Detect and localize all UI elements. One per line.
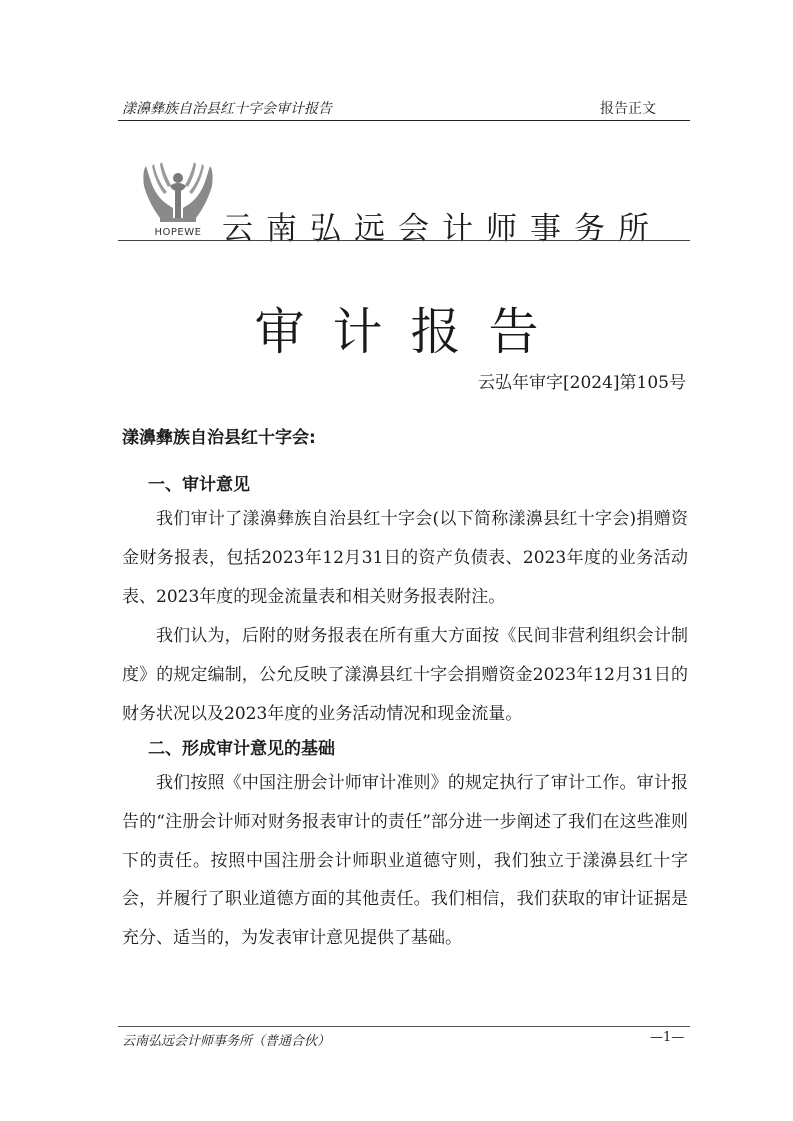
paragraph-basis-1: 我们按照《中国注册会计师审计准则》的规定执行了审计工作。审计报告的“注册会计师对财务报表审计的责任”部分进一步阐述了我们在这些准则下的责任。按照中国注册会计师职业道德守则，我们独立于漾濞县红十字会，并履行了职业道德方面的其他责任。我们相信，我们获取的审计证据是充分、适当的，为发表审计意见提供了基础。 (122, 773, 688, 949)
footer-divider (118, 1026, 690, 1027)
firm-name: 云南弘远会计师事务所 (222, 211, 662, 247)
firm-divider (118, 240, 690, 241)
paragraph-opinion-2: 我们认为，后附的财务报表在所有重大方面按《民间非营利组织会计制度》的规定编制，公允反映了漾濞县红十字会捐赠资金2023年12月31日的财务状况以及2023年度的业务活动情况和现金流量。 (122, 626, 688, 724)
section-heading-basis: 二、形成审计意见的基础 (148, 739, 335, 759)
footer-firm-name: 云南弘远会计师事务所（普通合伙） (122, 1034, 331, 1049)
addressee: 漾濞彝族自治县红十字会: (122, 428, 316, 448)
hands-logo-icon (140, 160, 216, 224)
page-number: —1— (650, 1030, 685, 1045)
document-number: 云弘年审字[2024]第105号 (478, 373, 686, 393)
section-heading-opinion: 一、审计意见 (148, 475, 250, 495)
logo-wordmark: HOPEWE (154, 227, 202, 238)
header-divider (118, 120, 690, 121)
firm-logo (140, 160, 216, 238)
header-document-title: 漾濞彝族自治县红十字会审计报告 (122, 101, 332, 117)
report-title: 审计报告 (254, 303, 567, 361)
header-section-label: 报告正文 (600, 101, 656, 117)
paragraph-opinion-1: 我们审计了漾濞彝族自治县红十字会(以下简称漾濞县红十字会)捐赠资金财务报表，包括2023年12月31日的资产负债表、2023年度的业务活动表、2023年度的现金流量表和相关财务报表附注。 (122, 509, 688, 607)
